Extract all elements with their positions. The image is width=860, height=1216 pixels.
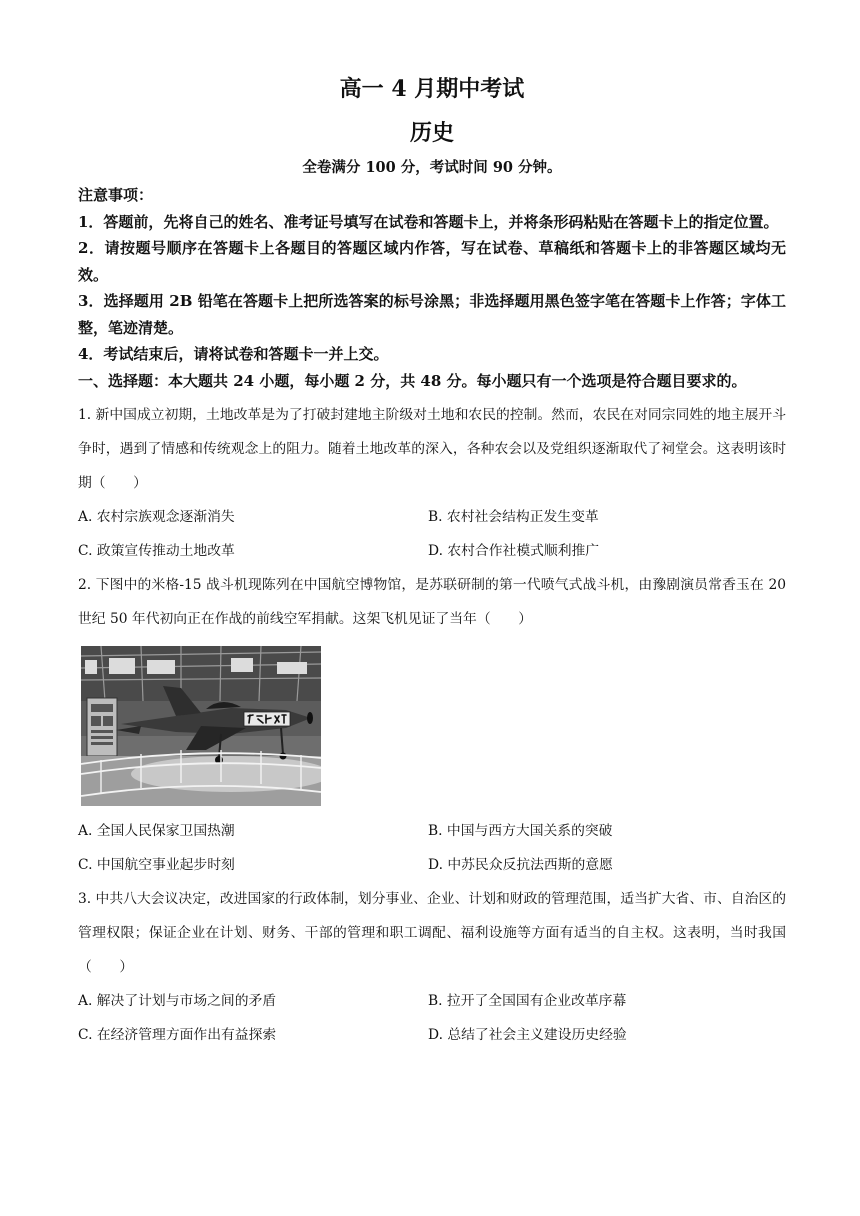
option-a: A. 全国人民保家卫国热潮 (78, 823, 235, 839)
notice-item: 1．答题前，先将自己的姓名、准考证号填写在试卷和答题卡上，并将条形码粘贴在答题卡上的指定位置。 (78, 212, 779, 231)
subject-title: 历史 (409, 120, 454, 146)
option-c: C. 中国航空事业起步时刻 (78, 857, 235, 873)
option-d: D. 中苏民众反抗法西斯的意愿 (428, 857, 613, 873)
question-options-2 (78, 814, 786, 882)
notice-item: 3．选择题用 2B 铅笔在答题卡上把所选答案的标号涂黑；非选择题用黑色签字笔在答题卡上作答；字体工整，笔迹清楚。 (78, 292, 786, 337)
option-b: B. 中国与西方大国关系的突破 (428, 823, 613, 839)
exam-title: 高一 4 月期中考试 (339, 76, 525, 102)
section-heading: 一、选择题：本大题共 24 小题，每小题 2 分，共 48 分。每小题只有一个选项是符合题目要求的。 (78, 371, 747, 390)
question-options-1 (78, 500, 786, 568)
option-a: A. 解决了计划与市场之间的矛盾 (78, 993, 277, 1009)
question-stem-2: 2. 下图中的米格-15 战斗机现陈列在中国航空博物馆，是苏联研制的第一代喷气式战斗机，由豫剧演员常香玉在 20 世纪 50 年代初向正在作战的前线空军捐献。这架飞机见证了当年（ ） (78, 577, 786, 627)
question-options-3 (78, 984, 786, 1052)
exam-info: 全卷满分 100 分，考试时间 90 分钟。 (302, 159, 562, 176)
option-c: C. 政策宣传推动土地改革 (78, 543, 235, 559)
question-stem-1: 1. 新中国成立初期，土地改革是为了打破封建地主阶级对土地和农民的控制。然而，农民在对同宗同姓的地主展开斗争时，遇到了情感和传统观念上的阻力。随着土地改革的深入，各种农会以及党组织逐渐取代了祠堂会。这表明该时期（ ） (78, 407, 786, 491)
question-stem-3: 3. 中共八大会议决定，改进国家的行政体制，划分事业、企业、计划和财政的管理范围，适当扩大省、市、自治区的管理权限；保证企业在计划、财务、干部的管理和职工调配、福利设施等方面有适当的自主权。这表明，当时我国（ ） (78, 891, 786, 975)
option-d: D. 农村合作社模式顺利推广 (428, 543, 600, 559)
option-a: A. 农村宗族观念逐渐消失 (78, 509, 235, 525)
exam-page (78, 72, 786, 1052)
option-b: B. 农村社会结构正发生变革 (428, 509, 599, 525)
notice-heading: 注意事项： (78, 186, 154, 204)
notice-item: 2．请按题号顺序在答题卡上各题目的答题区域内作答，写在试卷、草稿纸和答题卡上的非答题区域均无效。 (78, 239, 786, 284)
option-b: B. 拉开了全国国有企业改革序幕 (428, 993, 627, 1009)
option-c: C. 在经济管理方面作出有益探索 (78, 1027, 277, 1043)
mig15-museum-photo (81, 646, 321, 806)
notice-item: 4．考试结束后，请将试卷和答题卡一并上交。 (78, 345, 389, 363)
option-d: D. 总结了社会主义建设历史经验 (428, 1027, 627, 1043)
